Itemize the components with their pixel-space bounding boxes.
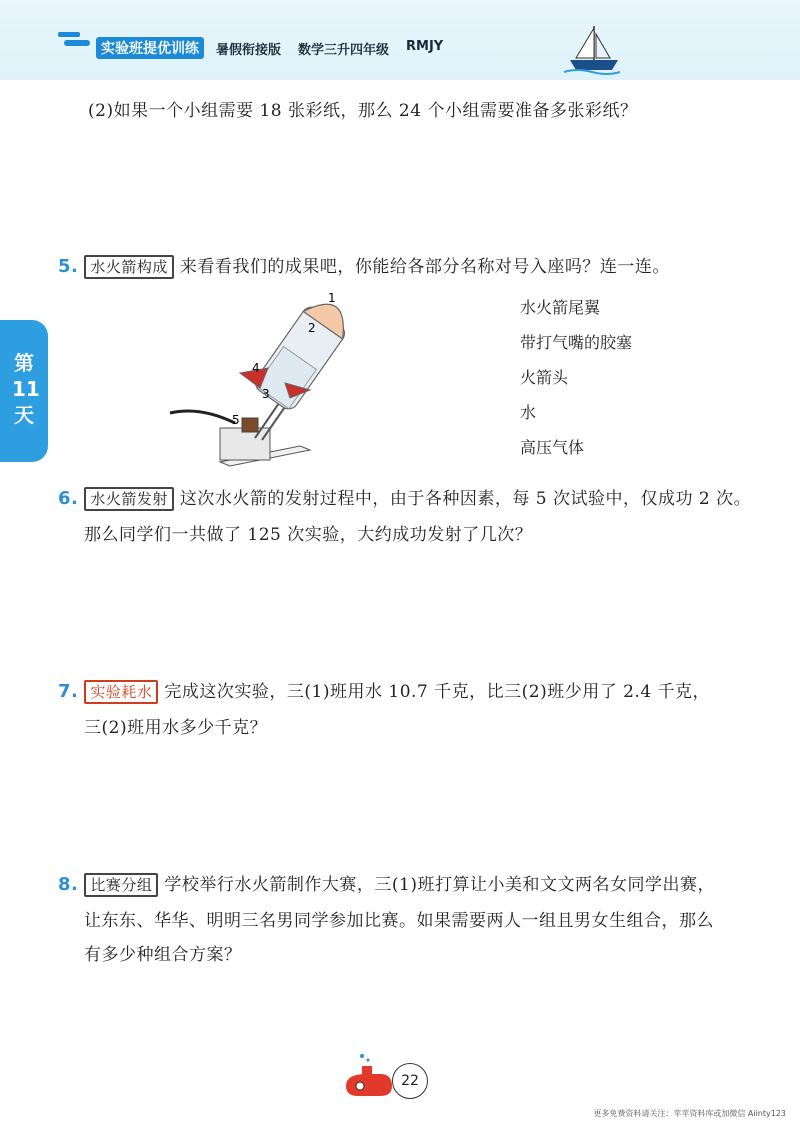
part-name: 水火箭尾翼	[520, 298, 601, 317]
page-number: 22	[392, 1063, 428, 1099]
day-tab	[0, 320, 48, 462]
part-name: 火箭头	[520, 368, 569, 387]
part-label-4: 4	[252, 361, 260, 375]
question-8	[58, 868, 715, 902]
part-name: 带打气嘴的胶塞	[520, 333, 633, 352]
question-6-line-2: 那么同学们一共做了 125 次实验，大约成功发射了几次？	[84, 525, 533, 545]
question-7-line-2: 三(2)班用水多少千克？	[84, 718, 268, 738]
question-4-part-2: (2)如果一个小组需要 18 张彩纸，那么 24 个小组需要准备多张彩纸？	[88, 101, 638, 121]
part-label-1: 1	[328, 291, 336, 305]
part-label-5: 5	[232, 413, 240, 427]
logo-icon	[58, 28, 92, 50]
sailboat-icon	[562, 20, 622, 76]
question-8-line-2: 让东东、华华、明明三名男同学参加比赛。如果需要两人一组且男女生组合，那么	[84, 911, 714, 931]
question-6-line-1: 这次水火箭的发射过程中，由于各种因素，每 5 次试验中，仅成功 2 次。	[179, 489, 752, 509]
part-name: 高压气体	[520, 438, 585, 457]
part-names-list	[520, 290, 680, 465]
question-5	[58, 250, 670, 284]
part-label-2: 2	[308, 321, 316, 335]
question-8-tag: 比赛分组	[84, 873, 158, 897]
part-name: 水	[520, 403, 537, 422]
footer-note: 更多免费资料请关注：苹苹资料库或加微信 Aiinty123	[593, 1109, 786, 1118]
submarine-icon	[340, 1050, 400, 1106]
question-8-line-1: 学校举行水火箭制作大赛，三(1)班打算让小美和文文两名女同学出赛，	[164, 875, 715, 895]
question-6	[58, 482, 751, 516]
water-rocket-diagram	[160, 278, 360, 478]
edition-label: 暑假衔接版	[216, 43, 282, 58]
question-5-tag: 水火箭构成	[84, 255, 174, 279]
grade-label: 数学三升四年级	[298, 43, 390, 58]
question-6-tag: 水火箭发射	[84, 487, 174, 511]
page-header	[0, 0, 800, 80]
question-7	[58, 675, 710, 709]
question-7-tag: 实验耗水	[84, 680, 158, 704]
part-label-3: 3	[262, 387, 270, 401]
question-8-number: 8.	[58, 874, 79, 895]
question-8-line-3: 有多少种组合方案？	[84, 945, 242, 965]
question-5-number: 5.	[58, 256, 79, 277]
question-7-line-1: 完成这次实验，三(1)班用水 10.7 千克，比三(2)班少用了 2.4 千克，	[164, 682, 711, 702]
brand-title: 实验班提优训练	[96, 37, 204, 59]
question-6-number: 6.	[58, 488, 79, 509]
series-label: RMJY	[406, 39, 444, 54]
question-7-number: 7.	[58, 681, 79, 702]
question-5-text: 来看看我们的成果吧，你能给各部分名称对号入座吗？连一连。	[179, 257, 670, 277]
day-label: 第11天	[12, 351, 40, 427]
